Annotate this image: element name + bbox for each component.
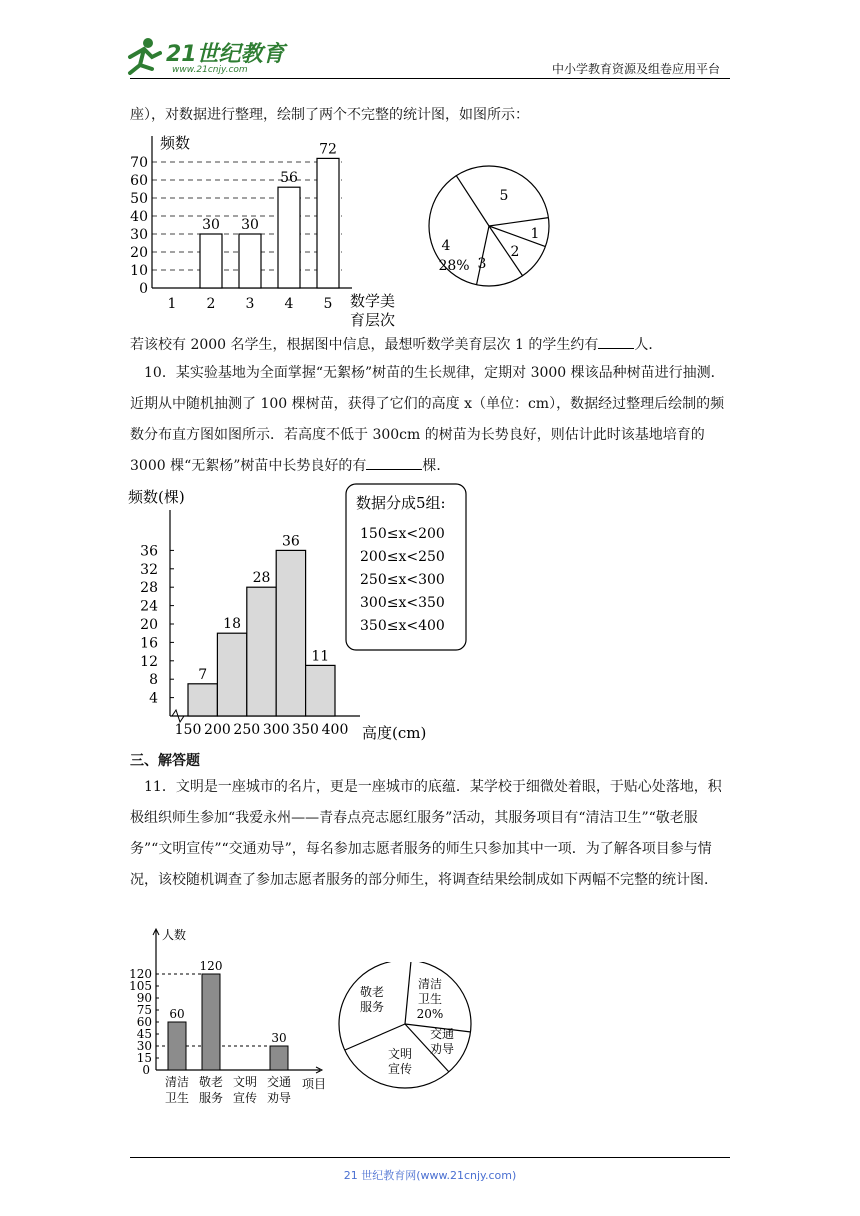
header-platform-text: 中小学教育资源及组卷应用平台 — [551, 62, 720, 76]
x-tick-label-line1: 清洁 — [164, 1075, 190, 1089]
x-tick-label: 3 — [245, 296, 255, 312]
groups-legend-item: 200≤x<250 — [360, 549, 445, 565]
pie-slice-label-line1: 敬老 — [359, 985, 385, 999]
pie-slice-label-line1: 文明 — [387, 1047, 413, 1061]
groups-legend-item: 300≤x<350 — [360, 595, 445, 611]
footer-rule — [130, 1157, 730, 1158]
y-tick-label: 20 — [130, 245, 148, 261]
histogram-bar — [217, 633, 246, 716]
groups-legend-item: 150≤x<200 — [360, 526, 445, 542]
q10-answer-blank[interactable] — [366, 455, 422, 470]
pie-slice-label-line2: 服务 — [359, 1000, 385, 1014]
y-tick-label: 28 — [140, 580, 158, 597]
x-tick-label-line2: 服务 — [198, 1091, 224, 1105]
y-tick-label: 32 — [140, 561, 158, 578]
y-tick-label: 70 — [130, 155, 148, 171]
pie-slice-label: 1 — [530, 226, 540, 242]
histogram-bar — [247, 587, 276, 716]
y-tick-label: 30 — [130, 227, 148, 243]
q11-question: 11．文明是一座城市的名片，更是一座城市的底蕴．某学校于细微处着眼，于贴心处落地，积极组织师生参加“我爱永州——青春点亮志愿红服务”活动，其服务项目有“清洁卫生”“敬老服务”“文明宣传”“交通劝导”，每名参加志愿者服务的师生只参加其中一项．为了解各项目参与情况，该校随机调查了参加志愿者服务的部分师生，将调查结果绘制成如下两幅不完整的统计图． — [130, 779, 722, 888]
q10-text: 10．某实验基地为全面掌握“无絮杨”树苗的生长规律，定期对 3000 棵该品种树苗进行抽测．近期从中随机抽测了 100 棵树苗，获得了它们的高度 x（单位：cm），数据经过整理后绘制的频数分布直方图如图所示．若高度不低于 300cm 的树苗为长势良好，则估计此时该基地培育的 3000 棵“无絮杨”树苗中长势良好的有 — [130, 365, 725, 474]
bar — [278, 187, 300, 288]
y-tick-label: 30 — [136, 1039, 152, 1053]
header-rule — [130, 78, 730, 79]
y-tick-label: 90 — [136, 991, 152, 1005]
runner-logo-icon — [122, 35, 162, 75]
footer-text: 21 世纪教育网(www.21cnjy.com) — [343, 1169, 517, 1182]
bar — [270, 1046, 288, 1070]
pie-slice-label: 4 — [441, 238, 451, 254]
y-tick-label: 8 — [149, 672, 158, 689]
bar-value-label: 30 — [202, 217, 220, 233]
level-frequency-bar-chart — [120, 128, 420, 333]
x-tick-label-line2: 卫生 — [164, 1091, 190, 1105]
y-tick-label: 36 — [140, 543, 158, 560]
y-tick-label: 0 — [139, 281, 148, 297]
y-tick-label: 10 — [130, 263, 148, 279]
pie-slice-percent: 28% — [438, 258, 470, 274]
bar-value-label: 60 — [169, 1007, 185, 1021]
histogram-bar — [188, 684, 217, 716]
bar — [239, 234, 261, 288]
x-tick-label: 150 — [174, 722, 202, 738]
x-tick-label-line1: 敬老 — [198, 1075, 224, 1089]
logo-main-text: 21世纪教育 — [166, 42, 285, 67]
bar-value-label: 120 — [199, 959, 223, 973]
y-origin-label: 0 — [142, 1063, 150, 1077]
section-title: 三、解答题 — [130, 753, 200, 769]
pie-slice-label-line2: 劝导 — [429, 1042, 455, 1056]
x-tick-label-line1: 文明 — [232, 1075, 258, 1089]
bar-value-label: 18 — [223, 616, 242, 633]
groups-legend-item: 350≤x<400 — [360, 618, 445, 634]
x-tick-label: 350 — [292, 722, 319, 738]
pie-slice-label: 2 — [510, 244, 520, 260]
q9-question-line — [130, 330, 730, 361]
q9-text-b: 人． — [634, 337, 663, 353]
bar-value-label: 30 — [271, 1031, 287, 1045]
y-tick-label: 75 — [136, 1003, 152, 1017]
pie-slice-label-line1: 交通 — [429, 1027, 455, 1041]
histogram-bar — [306, 665, 335, 716]
bar — [168, 1022, 186, 1070]
y-tick-label: 60 — [136, 1015, 152, 1029]
pie-slice-label: 3 — [477, 256, 487, 272]
x-tick-label: 200 — [204, 722, 231, 738]
q9-answer-blank[interactable] — [598, 334, 634, 349]
y-tick-label: 120 — [129, 967, 152, 981]
q10-question — [130, 358, 730, 482]
y-tick-label: 50 — [130, 191, 148, 207]
x-tick-label: 300 — [262, 722, 290, 738]
bar-value-label: 30 — [241, 217, 259, 233]
y-tick-label: 24 — [140, 598, 158, 615]
y-tick-label: 12 — [140, 653, 158, 670]
x-tick-label: 4 — [284, 296, 294, 312]
x-tick-label: 400 — [321, 722, 349, 738]
y-axis-label: 频数(棵) — [128, 488, 185, 506]
volunteer-bar-chart — [120, 926, 350, 1108]
x-axis-label: 高度(cm) — [362, 724, 427, 742]
bar — [200, 234, 222, 288]
pie-slice-label: 5 — [499, 188, 509, 204]
intro-line: 座），对数据进行整理，绘制了两个不完整的统计图，如图所示： — [130, 107, 529, 123]
level-pie-chart — [420, 160, 560, 290]
logo-sub-text: www.21cnjy.com — [172, 65, 248, 75]
x-axis-label: 项目 — [302, 1077, 327, 1091]
y-tick-label: 45 — [136, 1027, 152, 1041]
height-histogram — [120, 482, 480, 744]
pie-slice-label-line1: 清洁 — [417, 977, 443, 991]
x-tick-label-line2: 劝导 — [266, 1091, 292, 1105]
groups-legend-item: 250≤x<300 — [360, 572, 445, 588]
groups-legend-title: 数据分成5组: — [356, 494, 446, 512]
bar — [317, 158, 339, 288]
y-tick-label: 105 — [129, 979, 152, 993]
bar-value-label: 28 — [252, 570, 271, 587]
x-tick-label: 2 — [206, 296, 216, 312]
bar-value-label: 36 — [281, 533, 300, 550]
y-tick-label: 15 — [136, 1051, 152, 1065]
y-tick-label: 16 — [140, 635, 158, 652]
bar — [202, 974, 220, 1070]
histogram-bar — [276, 550, 305, 716]
y-tick-label: 60 — [130, 173, 148, 189]
pie-slice-label-line2: 宣传 — [387, 1062, 413, 1076]
x-axis-label-line1: 数学美 — [350, 292, 396, 310]
pie-slice-percent: 20% — [416, 1007, 444, 1021]
x-tick-label-line1: 交通 — [266, 1075, 292, 1089]
x-tick-label-line2: 宣传 — [232, 1091, 258, 1105]
site-logo — [122, 33, 302, 77]
q9-text-a: 若该校有 2000 名学生，根据图中信息，最想听数学美育层次 1 的学生约有 — [130, 337, 599, 353]
bar-value-label: 72 — [319, 141, 337, 158]
x-tick-label: 5 — [323, 296, 333, 312]
y-tick-label: 20 — [140, 617, 158, 633]
y-tick-label: 40 — [130, 209, 148, 225]
volunteer-pie-chart — [330, 962, 480, 1092]
x-tick-label: 250 — [233, 722, 261, 738]
pie-slice-label-line2: 卫生 — [417, 992, 443, 1006]
x-axis-label-line2: 育层次 — [350, 311, 396, 329]
y-tick-label: 4 — [149, 690, 158, 707]
x-tick-label: 1 — [167, 296, 177, 312]
y-axis-label: 频数 — [160, 134, 191, 152]
y-axis-label: 人数 — [162, 928, 187, 942]
bar-value-label: 11 — [311, 648, 330, 665]
q10-tail: 棵． — [422, 458, 451, 474]
bar-value-label: 56 — [280, 170, 298, 187]
bar-value-label: 7 — [198, 666, 208, 683]
